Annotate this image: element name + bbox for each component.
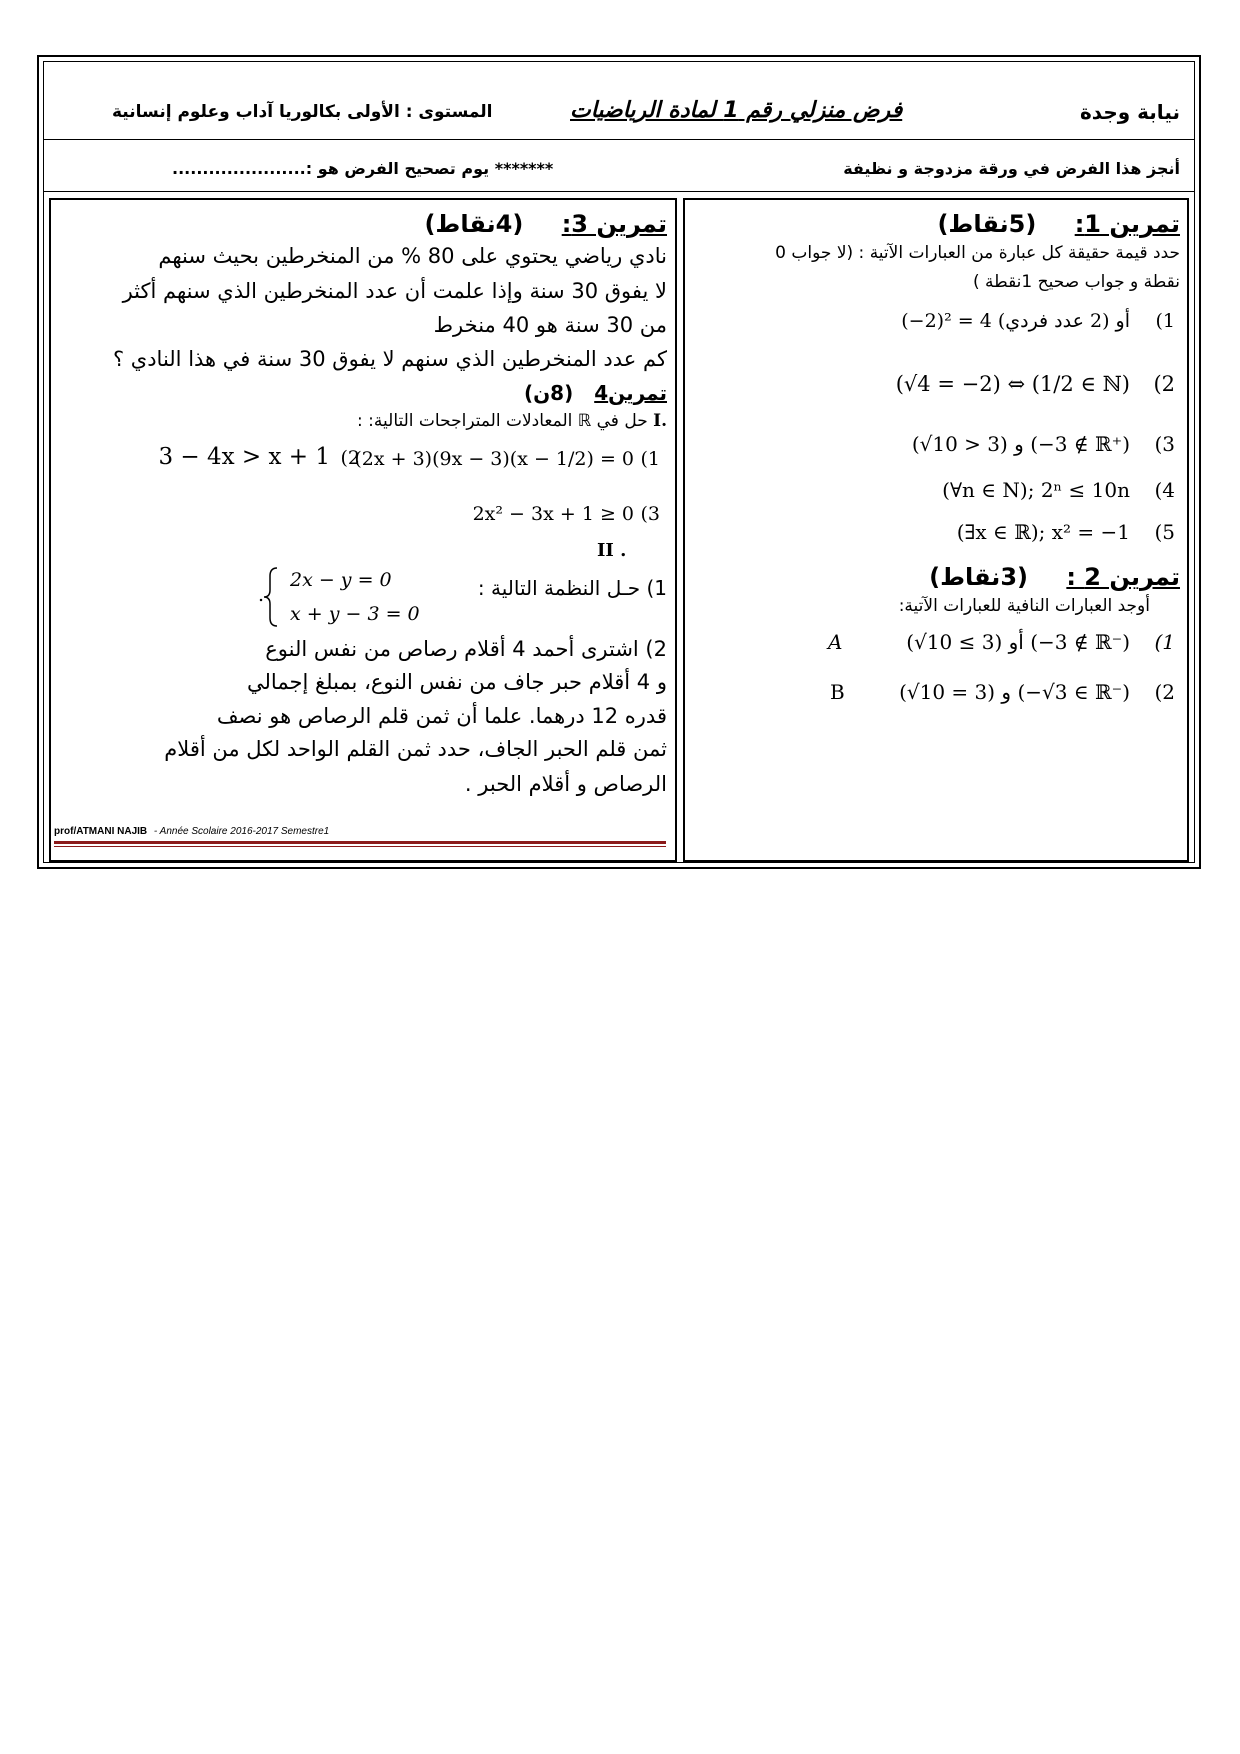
ex4-eq1-num: (1	[640, 448, 660, 470]
system-brace	[262, 566, 280, 628]
ex2-instruction: أوجد العبارات النافية للعبارات الآتية:	[898, 596, 1150, 616]
ex4-q2-line-5: الرصاص و أقلام الحبر .	[464, 772, 667, 796]
ex3-line-4: كم عدد المنخرطين الذي سنهم لا يفوق 30 سنة في هذا النادي ؟	[112, 347, 667, 371]
ex4-q2-line-1: 2) اشترى أحمد 4 أقلام رصاص من نفس النوع	[265, 637, 667, 661]
ex4-eq1-text: (2x + 3)(9x − 3)(x − 1/2) = 0	[354, 448, 634, 470]
ex1-item-2-text: (√4 = −2) ⇔ (1/2 ∈ ℕ)	[895, 372, 1130, 396]
ex2-item-2-num: (2	[1154, 680, 1175, 704]
ex3-line-1: نادي رياضي يحتوي على 80 % من المنخرطين بحيث سنهم	[158, 244, 667, 268]
ex1-item-5-num: (5	[1154, 520, 1175, 544]
footer-author: prof/ATMANI NAJIB	[54, 826, 148, 837]
ex1-item-3-num: (3	[1154, 432, 1175, 456]
footer-year: - Année Scolaire 2016-2017 Semestre1	[153, 826, 330, 837]
ex1-instruction-1: حدد قيمة حقيقة كل عبارة من العبارات الآتية : (لا جواب 0	[775, 243, 1180, 263]
ex1-instruction-2: نقطة و جواب صحيح 1نقطة )	[972, 272, 1180, 292]
ex3-points: (4نقاط)	[424, 210, 524, 238]
ex1-item-4-text: (∀n ∈ N); 2ⁿ ≤ 10n	[942, 478, 1130, 502]
ex4-part2-label: II .	[597, 540, 627, 561]
ex2-item-1-num: (1	[1154, 630, 1175, 654]
ex1-item-3-text: (√10 > 3) و (−3 ∉ ℝ⁺)	[911, 432, 1130, 456]
ex4-part1-instruction: حل في ℝ المعادلات المتراجحات التالية: :	[357, 411, 648, 431]
ex4-eq2-num: (2	[340, 447, 360, 469]
ex4-eq2-text: 3 − 4x > x + 1	[158, 444, 330, 470]
footer-rule-thin	[54, 846, 666, 847]
system-period: .	[258, 584, 265, 606]
ex1-item-2-num: (2	[1153, 372, 1175, 396]
ex3-line-2: لا يفوق 30 سنة وإذا علمت أن عدد المنخرطين الذي سنهم أكثر	[122, 279, 667, 303]
ex1-item-5-text: (∃x ∈ ℝ); x² = −1	[956, 520, 1130, 544]
footer-rule	[54, 841, 666, 844]
ex4-part1-label: I.	[653, 411, 667, 431]
ex4-eq3-num: (3	[640, 503, 660, 525]
ex3-title: تمرين 3:	[561, 210, 667, 238]
directorate: نيابة وجدة	[1080, 100, 1180, 124]
ex4-part1	[357, 411, 667, 431]
system-eq2: x + y − 3 = 0	[290, 603, 420, 625]
header-divider-bottom	[43, 191, 1195, 192]
instruction: أنجز هذا الفرض في ورقة مزدوجة و نظيفة	[843, 159, 1180, 178]
footer	[54, 826, 329, 837]
ex4-points: (8ن)	[523, 381, 574, 405]
ex1-item-1-text: (−2)² = 4 أو (2 عدد فردي)	[901, 310, 1130, 332]
correction-day: ******* يوم تصحيح الفرض هو :......................	[172, 159, 554, 178]
ex2-title-row	[929, 563, 1180, 591]
ex1-item-1-num: (1	[1155, 310, 1175, 332]
ex2-points: (3نقاط)	[929, 563, 1028, 591]
ex2-item-1-label: A	[828, 630, 843, 654]
ex4-q2-line-3: قدره 12 درهما. علما أن ثمن قلم الرصاص هو نصف	[216, 704, 667, 728]
system-eq1: 2x − y = 0	[290, 569, 392, 591]
ex1-points: (5نقاط)	[937, 210, 1037, 238]
ex1-title-row	[937, 210, 1180, 238]
exam-title: فرض منزلي رقم 1 لمادة الرياضيات	[570, 98, 903, 123]
ex2-item-1-text: (√10 ≤ 3) أو (−3 ∉ ℝ⁻)	[906, 630, 1130, 654]
ex4-title: تمرين4	[594, 381, 667, 405]
ex4-title-row	[524, 381, 667, 405]
header-divider	[43, 139, 1195, 140]
ex3-title-row	[424, 210, 667, 238]
ex2-item-2-text: (√10 = 3) و (−√3 ∈ ℝ⁻)	[899, 680, 1130, 704]
ex2-item-2-label: B	[830, 680, 845, 704]
level: المستوى : الأولى بكالوريا آداب وعلوم إنسانية	[112, 102, 493, 122]
ex2-title: تمرين 2 :	[1066, 563, 1180, 591]
ex4-q2-line-4: ثمن قلم الحبر الجاف، حدد ثمن القلم الواحد لكل من أقلام	[164, 737, 667, 761]
ex1-title: تمرين 1:	[1074, 210, 1180, 238]
ex4-q1: 1) حـل النظمة التالية :	[477, 576, 667, 600]
ex1-item-4-num: (4	[1154, 478, 1175, 502]
ex4-eq3-text: 2x² − 3x + 1 ≥ 0	[472, 503, 634, 525]
ex3-line-3: من 30 سنة هو 40 منخرط	[433, 313, 667, 337]
ex4-q2-line-2: و 4 أقلام حبر جاف من نفس النوع، بمبلغ إجمالي	[247, 670, 667, 694]
